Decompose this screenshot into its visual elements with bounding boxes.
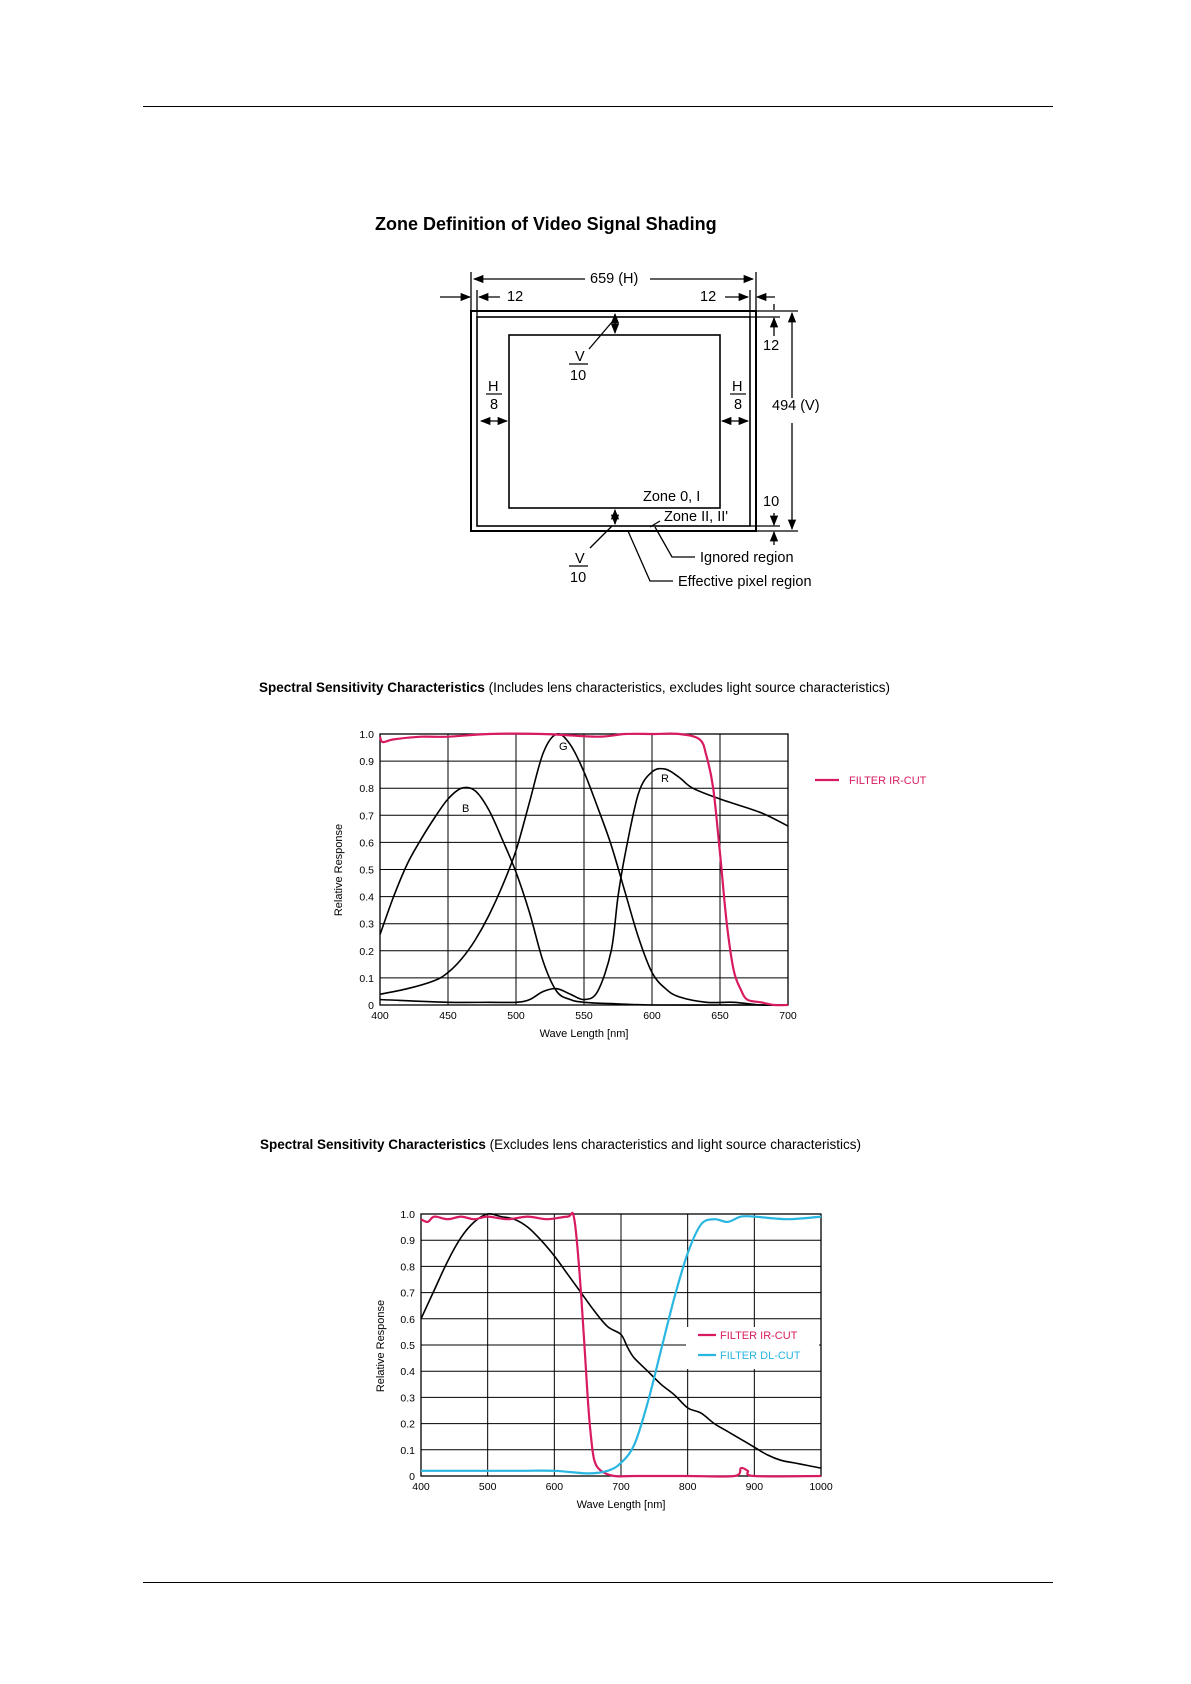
height-label: 494 (V)	[772, 398, 820, 414]
y-tick-label: 0.4	[400, 1366, 415, 1379]
legend-label: FILTER DL-CUT	[720, 1350, 801, 1362]
bottom-margin-label: 10	[763, 494, 780, 510]
zone-inner-label: Zone 0, I	[643, 489, 701, 505]
x-axis-label: Wave Length [nm]	[576, 1499, 666, 1511]
curve-label-g: G	[559, 741, 568, 753]
x-tick-label: 900	[745, 1481, 764, 1493]
zone-outer-label: Zone II, II'	[664, 509, 729, 525]
y-tick-label: 0.1	[359, 972, 374, 985]
y-tick-label: 1.0	[400, 1209, 415, 1221]
x-tick-label: 500	[478, 1481, 497, 1493]
top-v-denominator: 10	[570, 368, 587, 384]
x-axis-label: Wave Length [nm]	[539, 1028, 629, 1040]
x-tick-label: 400	[371, 1010, 389, 1022]
curve-label-r: R	[661, 773, 669, 785]
width-label: 659 (H)	[590, 271, 639, 287]
legend-label: FILTER IR-CUT	[849, 775, 927, 787]
left-h-numerator: H	[488, 379, 499, 395]
bottom-v-denominator: 10	[570, 570, 587, 586]
y-tick-label: 0	[409, 1471, 415, 1483]
right-h-numerator: H	[732, 379, 743, 395]
y-tick-label: 0.6	[359, 837, 374, 850]
y-tick-label: 0.9	[359, 756, 374, 769]
top-margin-label: 12	[763, 338, 780, 354]
right-margin-label: 12	[700, 289, 717, 305]
left-h-denominator: 8	[490, 397, 499, 413]
x-tick-label: 600	[643, 1010, 661, 1022]
y-tick-label: 0.9	[400, 1235, 415, 1248]
spec2-title-bold: Spectral Sensitivity Characteristics	[260, 1137, 486, 1152]
y-tick-label: 0.3	[400, 1392, 415, 1405]
y-tick-label: 0.1	[400, 1444, 415, 1457]
y-tick-label: 0.7	[359, 810, 374, 823]
y-tick-label: 1.0	[359, 729, 374, 741]
y-axis-label: Relative Response	[333, 823, 345, 917]
x-tick-label: 700	[612, 1481, 630, 1493]
y-tick-label: 0.7	[400, 1287, 415, 1300]
y-tick-label: 0.8	[359, 783, 374, 796]
ignored-region-label: Ignored region	[700, 550, 794, 566]
effective-region-label: Effective pixel region	[678, 574, 812, 590]
x-tick-label: 1000	[809, 1481, 833, 1493]
x-tick-label: 600	[545, 1481, 564, 1493]
y-axis-label: Relative Response	[375, 1299, 387, 1393]
y-tick-label: 0.5	[359, 864, 374, 877]
x-tick-label: 500	[507, 1010, 525, 1022]
x-tick-label: 800	[678, 1481, 697, 1493]
legend-label: FILTER IR-CUT	[720, 1330, 798, 1342]
spec1-title-bold: Spectral Sensitivity Characteristics	[259, 680, 485, 695]
left-margin-label: 12	[507, 289, 524, 305]
y-tick-label: 0.2	[359, 945, 374, 958]
y-tick-label: 0.2	[400, 1418, 415, 1431]
x-tick-label: 550	[575, 1010, 593, 1022]
x-tick-label: 400	[412, 1481, 430, 1493]
spec2-title-rest: (Excludes lens characteristics and light source characteristics)	[485, 1137, 862, 1152]
bottom-v-numerator: V	[575, 551, 585, 567]
x-tick-label: 700	[779, 1010, 797, 1022]
x-tick-label: 650	[711, 1010, 729, 1022]
top-v-numerator: V	[575, 349, 585, 365]
y-tick-label: 0	[368, 1000, 374, 1012]
curve-label-b: B	[462, 803, 470, 815]
y-tick-label: 0.3	[359, 918, 374, 931]
y-tick-label: 0.8	[400, 1261, 415, 1274]
spec1-title-rest: (Includes lens characteristics, excludes light source characteristics)	[484, 680, 891, 695]
x-tick-label: 450	[439, 1010, 457, 1022]
y-tick-label: 0.5	[400, 1340, 415, 1352]
y-tick-label: 0.4	[359, 891, 374, 904]
y-tick-label: 0.6	[400, 1313, 415, 1326]
zone-diagram-title: Zone Definition of Video Signal Shading	[375, 214, 717, 234]
right-h-denominator: 8	[734, 397, 743, 413]
